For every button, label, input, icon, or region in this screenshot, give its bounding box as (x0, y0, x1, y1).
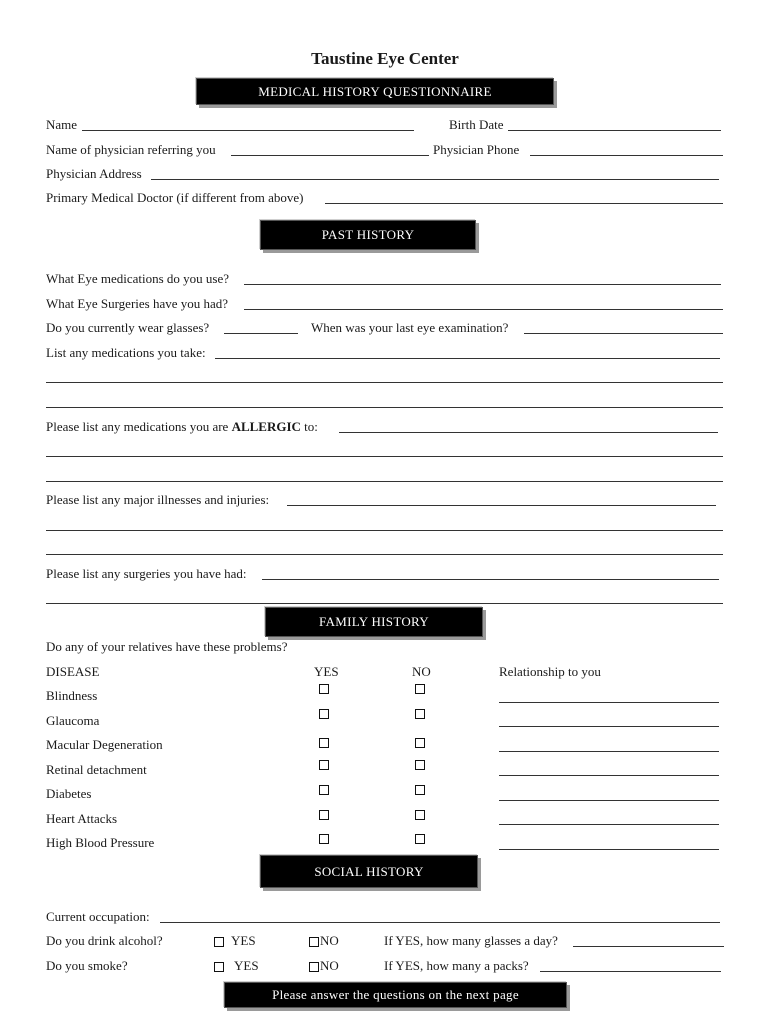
allergic-label (46, 419, 318, 435)
relationship-field[interactable] (499, 702, 719, 703)
illnesses-label: Please list any major illnesses and injuries: (46, 492, 270, 507)
allergic-label-prefix: Please list any medications you are (46, 419, 229, 434)
occupation-label: Current occupation: (46, 909, 150, 924)
physician-address-label: Physician Address (46, 166, 142, 181)
glasses-label: Do you currently wear glasses? (46, 320, 210, 335)
disease-row-label: Blindness (46, 688, 98, 703)
smoke-no-label: NO (320, 958, 339, 973)
yes-column-header: YES (314, 664, 339, 679)
smoke-no-checkbox[interactable] (309, 962, 319, 972)
disease-row-label: Diabetes (46, 786, 92, 801)
disease-row-label: High Blood Pressure (46, 835, 155, 850)
illnesses-field[interactable] (287, 505, 716, 506)
smoke-label: Do you smoke? (46, 958, 128, 973)
no-checkbox[interactable] (415, 785, 425, 795)
medical-history-banner: MEDICAL HISTORY QUESTIONNAIRE (196, 78, 554, 105)
yes-checkbox[interactable] (319, 760, 329, 770)
eye-medications-label: What Eye medications do you use? (46, 271, 230, 286)
yes-checkbox[interactable] (319, 834, 329, 844)
medications-field[interactable] (215, 358, 720, 359)
relationship-field[interactable] (499, 824, 719, 825)
family-question: Do any of your relatives have these problems? (46, 639, 288, 654)
physician-phone-label: Physician Phone (433, 142, 520, 157)
medications-label: List any medications you take: (46, 345, 206, 360)
referring-physician-field[interactable] (231, 155, 429, 156)
alcohol-followup-label: If YES, how many glasses a day? (384, 933, 558, 948)
relationship-field[interactable] (499, 775, 719, 776)
physician-phone-field[interactable] (530, 155, 723, 156)
no-checkbox[interactable] (415, 709, 425, 719)
relationship-field[interactable] (499, 726, 719, 727)
relationship-field[interactable] (499, 751, 719, 752)
alcohol-no-label: NO (320, 933, 339, 948)
smoke-followup-label: If YES, how many a packs? (384, 958, 529, 973)
relationship-field[interactable] (499, 849, 719, 850)
smoke-yes-label: YES (234, 958, 259, 973)
past-history-banner: PAST HISTORY (260, 220, 476, 250)
disease-row-label: Macular Degeneration (46, 737, 163, 752)
eye-medications-field[interactable] (244, 284, 721, 285)
allergic-label-emphasis: ALLERGIC (231, 419, 301, 434)
eye-surgeries-label: What Eye Surgeries have you had? (46, 296, 229, 311)
surgeries-label: Please list any surgeries you have had: (46, 566, 247, 581)
disease-row-label: Heart Attacks (46, 811, 118, 826)
no-checkbox[interactable] (415, 760, 425, 770)
no-column-header: NO (412, 664, 431, 679)
yes-checkbox[interactable] (319, 738, 329, 748)
relationship-column-header: Relationship to you (499, 664, 601, 679)
no-checkbox[interactable] (415, 738, 425, 748)
yes-checkbox[interactable] (319, 709, 329, 719)
yes-checkbox[interactable] (319, 810, 329, 820)
surgeries-field[interactable] (262, 579, 719, 580)
surgeries-extra-line[interactable] (46, 603, 723, 604)
allergic-field[interactable] (339, 432, 718, 433)
next-page-banner: Please answer the questions on the next page (224, 982, 567, 1008)
last-exam-field[interactable] (524, 333, 723, 334)
referring-physician-label: Name of physician referring you (46, 142, 216, 157)
disease-row-label: Glaucoma (46, 713, 100, 728)
primary-doctor-label: Primary Medical Doctor (if different from above) (46, 190, 304, 205)
alcohol-no-checkbox[interactable] (309, 937, 319, 947)
illnesses-extra-line[interactable] (46, 554, 723, 555)
yes-checkbox[interactable] (319, 684, 329, 694)
no-checkbox[interactable] (415, 834, 425, 844)
smoke-yes-checkbox[interactable] (214, 962, 224, 972)
yes-checkbox[interactable] (319, 785, 329, 795)
no-checkbox[interactable] (415, 684, 425, 694)
alcohol-yes-label: YES (231, 933, 256, 948)
allergic-extra-line[interactable] (46, 481, 723, 482)
social-history-banner: SOCIAL HISTORY (260, 855, 478, 888)
medications-extra-line[interactable] (46, 407, 723, 408)
medications-extra-line[interactable] (46, 382, 723, 383)
allergic-label-suffix: to: (304, 419, 318, 434)
alcohol-yes-checkbox[interactable] (214, 937, 224, 947)
family-history-banner: FAMILY HISTORY (265, 607, 483, 637)
illnesses-extra-line[interactable] (46, 530, 723, 531)
smoke-packs-field[interactable] (540, 971, 721, 972)
glasses-field[interactable] (224, 333, 298, 334)
disease-row-label: Retinal detachment (46, 762, 147, 777)
birth-date-field[interactable] (508, 130, 721, 131)
alcohol-glasses-field[interactable] (573, 946, 724, 947)
name-field[interactable] (82, 130, 414, 131)
eye-surgeries-field[interactable] (244, 309, 723, 310)
physician-address-field[interactable] (151, 179, 719, 180)
name-label: Name (46, 117, 78, 132)
no-checkbox[interactable] (415, 810, 425, 820)
birth-date-label: Birth Date (449, 117, 504, 132)
alcohol-label: Do you drink alcohol? (46, 933, 163, 948)
page-title: Taustine Eye Center (311, 49, 459, 68)
primary-doctor-field[interactable] (325, 203, 723, 204)
allergic-extra-line[interactable] (46, 456, 723, 457)
last-exam-label: When was your last eye examination? (311, 320, 509, 335)
occupation-field[interactable] (160, 922, 720, 923)
relationship-field[interactable] (499, 800, 719, 801)
disease-column-header: DISEASE (46, 664, 100, 679)
